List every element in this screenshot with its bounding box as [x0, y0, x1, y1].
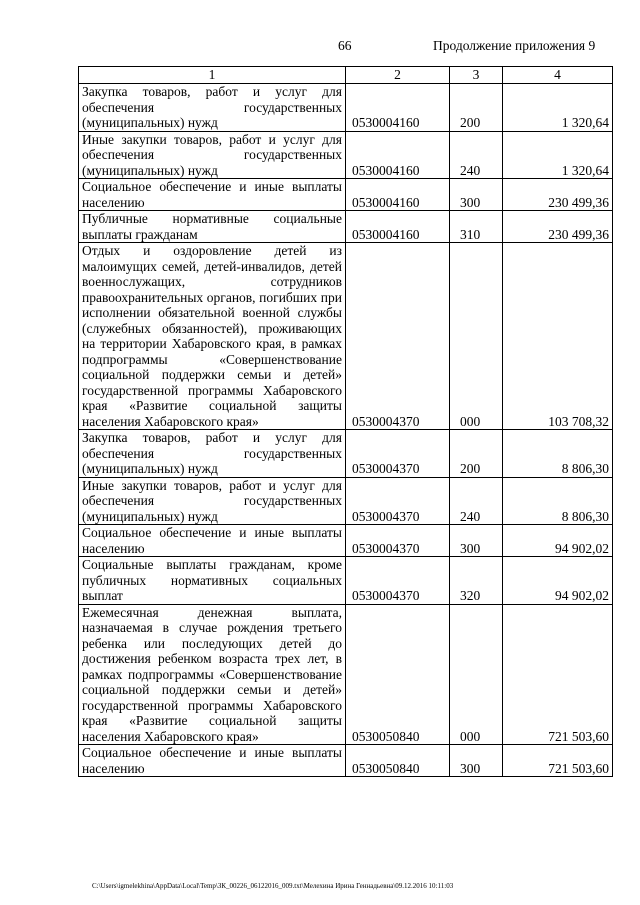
- row-code-cell: 0530004160: [346, 131, 450, 179]
- row-amount-cell: 1 320,64: [503, 131, 613, 179]
- row-name-cell: Социальные выплаты гражданам, кроме публичных нормативных социальных выплат: [79, 557, 346, 605]
- row-type-cell: 300: [450, 179, 503, 211]
- column-header: 4: [503, 67, 613, 84]
- row-name-cell: Ежемесячная денежная выплата, назначаемая в случае рождения третьего ребенка или последующих детей до достижения ребенком возраста трех лет, в рамках подпрограммы «Совершенствование социальной поддержки семьи и детей» государственной программы Хабаровского края «Развитие социальной защиты населения Хабаровского края»: [79, 604, 346, 745]
- row-amount-cell: 94 902,02: [503, 525, 613, 557]
- column-header: 3: [450, 67, 503, 84]
- row-type-cell: 240: [450, 477, 503, 525]
- row-type-cell: 240: [450, 131, 503, 179]
- table-row: [79, 243, 613, 430]
- row-name-cell: Иные закупки товаров, работ и услуг для обеспечения государственных (муниципальных) нужд: [79, 131, 346, 179]
- row-type-cell: 320: [450, 557, 503, 605]
- table-row: [79, 84, 613, 132]
- row-name-cell: Публичные нормативные социальные выплаты гражданам: [79, 211, 346, 243]
- row-code-cell: 0530004370: [346, 243, 450, 430]
- budget-table: [78, 66, 613, 777]
- row-amount-cell: 230 499,36: [503, 211, 613, 243]
- row-type-cell: 300: [450, 745, 503, 777]
- table-row: [79, 179, 613, 211]
- row-name-cell: Иные закупки товаров, работ и услуг для обеспечения государственных (муниципальных) нужд: [79, 477, 346, 525]
- column-header: 1: [79, 67, 346, 84]
- row-amount-cell: 8 806,30: [503, 477, 613, 525]
- row-type-cell: 300: [450, 525, 503, 557]
- row-name-cell: Социальное обеспечение и иные выплаты населению: [79, 179, 346, 211]
- table-row: [79, 211, 613, 243]
- table-header-row: [79, 67, 613, 84]
- row-type-cell: 200: [450, 430, 503, 478]
- row-amount-cell: 230 499,36: [503, 179, 613, 211]
- row-code-cell: 0530004370: [346, 557, 450, 605]
- row-name-cell: Закупка товаров, работ и услуг для обеспечения государственных (муниципальных) нужд: [79, 430, 346, 478]
- row-code-cell: 0530004370: [346, 430, 450, 478]
- row-amount-cell: 721 503,60: [503, 745, 613, 777]
- row-amount-cell: 103 708,32: [503, 243, 613, 430]
- row-code-cell: 0530004370: [346, 477, 450, 525]
- row-code-cell: 0530004160: [346, 179, 450, 211]
- row-name-cell: Отдых и оздоровление детей из малоимущих семей, детей-инвалидов, детей военнослужащих, сотрудников правоохранительных органов, погибших при исполнении обязательной военной службы (служебных обязанностей), проживающих на территории Хабаровского края, в рамках подпрограммы «Совершенствование социальной поддержки семьи и детей» государственной программы Хабаровского края «Развитие социальной защиты населения Хабаровского края»: [79, 243, 346, 430]
- page-number: 66: [338, 38, 352, 53]
- row-amount-cell: 94 902,02: [503, 557, 613, 605]
- table-row: [79, 604, 613, 745]
- row-type-cell: 000: [450, 243, 503, 430]
- row-name-cell: Закупка товаров, работ и услуг для обеспечения государственных (муниципальных) нужд: [79, 84, 346, 132]
- row-code-cell: 0530050840: [346, 745, 450, 777]
- table-row: [79, 477, 613, 525]
- row-type-cell: 200: [450, 84, 503, 132]
- row-amount-cell: 8 806,30: [503, 430, 613, 478]
- table-row: [79, 557, 613, 605]
- row-amount-cell: 1 320,64: [503, 84, 613, 132]
- row-code-cell: 0530004160: [346, 84, 450, 132]
- column-header: 2: [346, 67, 450, 84]
- footer-path: C:\Users\igmelekhina\AppData\Local\Temp\ЗК_00226_06122016_009.txt\Мелехина Ирина Геннадьевна\09.12.2016 10:11:03: [92, 882, 454, 890]
- row-code-cell: 0530004370: [346, 525, 450, 557]
- row-amount-cell: 721 503,60: [503, 604, 613, 745]
- row-name-cell: Социальное обеспечение и иные выплаты населению: [79, 525, 346, 557]
- row-name-cell: Социальное обеспечение и иные выплаты населению: [79, 745, 346, 777]
- continuation-label: Продолжение приложения 9: [433, 38, 596, 53]
- row-code-cell: 0530004160: [346, 211, 450, 243]
- table-row: [79, 525, 613, 557]
- table-row: [79, 131, 613, 179]
- table-row: [79, 430, 613, 478]
- row-code-cell: 0530050840: [346, 604, 450, 745]
- row-type-cell: 000: [450, 604, 503, 745]
- row-type-cell: 310: [450, 211, 503, 243]
- table-row: [79, 745, 613, 777]
